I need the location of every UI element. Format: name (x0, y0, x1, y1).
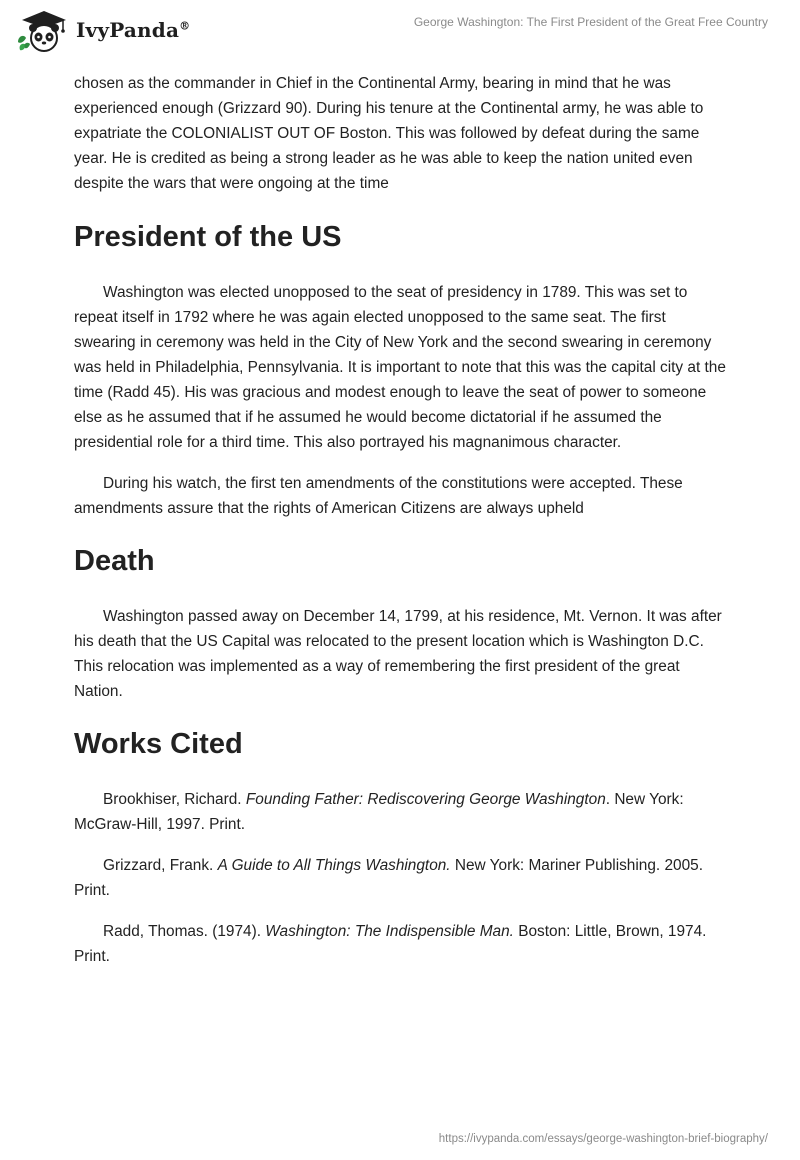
paragraph: During his watch, the first ten amendments of the constitutions were accepted. These amendments assure that the rights of American Citizens are always upheld (74, 475, 683, 517)
citation-item (74, 853, 726, 903)
citation-author: Radd, Thomas. (1974). (103, 923, 266, 940)
citation-publication: New York: Mariner Publishing. 2005. Print. (74, 857, 703, 899)
document-title: George Washington: The First President of the Great Free Country (413, 15, 768, 29)
logo-name: IvyPanda (76, 18, 180, 42)
citation-title: Washington: The Indispensible Man. (265, 923, 514, 940)
citation-publication: . New York: McGraw-Hill, 1997. Print. (74, 791, 684, 833)
paragraph: Washington was elected unopposed to the seat of presidency in 1789. This was set to repeat itself in 1792 where he was again elected unopposed to the same seat. The first swearing in ceremony was held in the City of New York and the second swearing in ceremony was held in Philadelphia, Pennsylvania. It is important to note that this was the capital city at the time (Radd 45). His was gracious and modest enough to leave the seat of power to someone else as he assumed that if he assumed he would become dictatorial if he assumed the presidential role for a third time. This also portrayed his magnanimous character. (74, 284, 726, 451)
source-url[interactable]: https://ivypanda.com/essays/george-washington-brief-biography/ (438, 1133, 768, 1145)
ivypanda-logo[interactable] (14, 8, 190, 52)
page-header (0, 0, 800, 64)
logo-registered-mark: ® (179, 19, 191, 33)
citation-author: Grizzard, Frank. (103, 857, 218, 874)
essay-body (74, 71, 726, 969)
logo-wordmark (76, 18, 190, 42)
intro-paragraph: chosen as the commander in Chief in the Continental Army, bearing in mind that he was experienced enough (Grizzard 90). During his tenure at the Continental army, he was able to expatriate the COLONIALIST OUT OF Boston. This was followed by defeat during the same year. He is credited as being a strong leader as he was able to keep the nation united even despite the wars that were ongoing at the time (74, 75, 704, 192)
citation-title: Founding Father: Rediscovering George Washington (245, 791, 606, 808)
citation-item (74, 919, 726, 969)
citation-item (74, 787, 726, 837)
citation-publication: Boston: Little, Brown, 1974. Print. (74, 923, 707, 965)
section-heading-works-cited: Works Cited (74, 728, 243, 760)
panda-graduate-icon (14, 8, 72, 52)
section-heading-president: President of the US (74, 221, 342, 253)
citation-author: Brookhiser, Richard. (103, 791, 246, 808)
section-heading-death: Death (74, 545, 155, 577)
paragraph: Washington passed away on December 14, 1799, at his residence, Mt. Vernon. It was after his death that the US Capital was relocated to the present location which is Washington D.C. This relocation was implemented as a way of remembering the first president of the great Nation. (74, 608, 722, 700)
citation-title: A Guide to All Things Washington. (217, 857, 451, 874)
